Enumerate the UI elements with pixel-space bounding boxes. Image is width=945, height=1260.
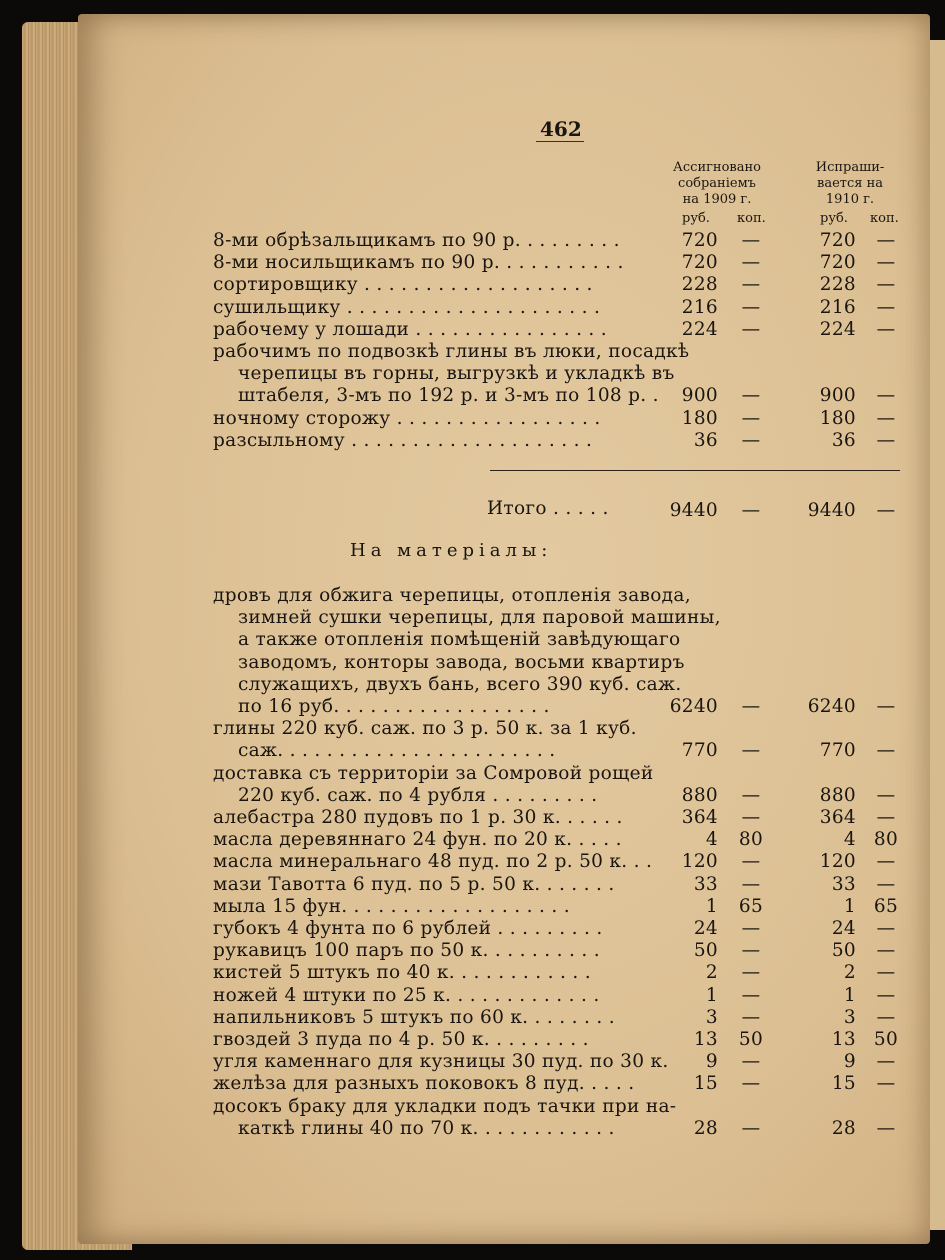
row-text-line: сушильщику . . . . . . . . . . . . . . . . . . . . . — [213, 296, 601, 318]
amount-kop-1909: — — [741, 807, 761, 828]
row-text-line: 8-ми носильщикамъ по 90 р. . . . . . . . . . . — [213, 252, 624, 274]
amount-kop-1909: — — [741, 940, 761, 962]
total-kop-1910: — — [876, 500, 896, 521]
amount-kop-1910: — — [876, 918, 896, 939]
amount-kop-1910: — — [876, 1073, 896, 1095]
amount-rub-1910: 720 — [819, 230, 856, 251]
amount-kop-1910: — — [876, 429, 896, 451]
amount-rub-1909: 36 — [693, 429, 718, 451]
amount-rub-1909: 120 — [681, 851, 718, 873]
amount-rub-1909: 364 — [681, 807, 718, 828]
row-text-line: угля каменнаго для кузницы 30 пуд. по 30 к. — [213, 1051, 669, 1073]
row-text-line: заводомъ, конторы завода, восьми квартиръ — [238, 651, 685, 673]
amount-kop-1910: — — [876, 851, 896, 873]
amount-kop-1909: — — [741, 407, 761, 429]
amount-rub-1910: 9 — [843, 1051, 856, 1073]
assigned-header-line-3: на 1909 г. — [682, 192, 752, 207]
amount-kop-1910: — — [876, 940, 896, 962]
amount-kop-1909: — — [741, 429, 761, 451]
row-text-line: мази Тавотта 6 пуд. по 5 р. 50 к. . . . . . . — [213, 873, 615, 895]
amount-kop-1910: — — [876, 962, 896, 984]
row-text-line: по 16 руб. . . . . . . . . . . . . . . . . . — [238, 696, 550, 717]
amount-kop-1909: — — [741, 385, 761, 407]
amount-rub-1909: 4 — [705, 829, 718, 851]
amount-rub-1910: 770 — [819, 740, 856, 762]
requested-header-line-1: Испраши- — [815, 160, 885, 175]
amount-kop-1910: — — [876, 1006, 896, 1028]
row-text-line: 8-ми обрѣзальщикамъ по 90 р. . . . . . . . . — [213, 230, 620, 251]
amount-rub-1909: 1 — [705, 984, 718, 1006]
row-text-line: масла минеральнаго 48 пуд. по 2 р. 50 к. . . — [213, 851, 653, 873]
amount-rub-1910: 24 — [831, 918, 856, 939]
amount-kop-1909: — — [741, 274, 761, 296]
amount-kop-1909: — — [741, 1073, 761, 1095]
amount-kop-1909: — — [741, 252, 761, 274]
row-text-line: каткѣ глины 40 по 70 к. . . . . . . . . . . . — [238, 1117, 615, 1139]
amount-rub-1910: 33 — [831, 873, 856, 895]
amount-rub-1910: 120 — [819, 851, 856, 873]
amount-rub-1909: 28 — [693, 1117, 718, 1139]
amount-rub-1909: 228 — [681, 274, 718, 296]
row-text-line: саж. . . . . . . . . . . . . . . . . . . . . . . — [238, 740, 556, 762]
section-title: На матеріалы: — [350, 540, 553, 561]
amount-kop-1909: — — [741, 1051, 761, 1073]
row-text-line: гвоздей 3 пуда по 4 р. 50 к. . . . . . . . . — [213, 1029, 589, 1050]
amount-kop-1910: — — [876, 873, 896, 895]
amount-rub-1910: 880 — [819, 784, 856, 806]
requested-column-header — [800, 160, 900, 208]
row-text-line: зимней сушки черепицы, для паровой машины, — [238, 607, 721, 629]
total-rub-1909: 9440 — [669, 500, 718, 521]
amount-kop-1909: — — [741, 962, 761, 984]
row-text-line: ночному сторожу . . . . . . . . . . . . . . . . . — [213, 407, 601, 429]
amount-kop-1909: 80 — [738, 829, 764, 851]
amount-kop-1909: — — [741, 984, 761, 1006]
amount-rub-1909: 720 — [681, 252, 718, 274]
amount-kop-1910: 65 — [873, 895, 899, 917]
amount-kop-1910: — — [876, 230, 896, 251]
amount-rub-1909: 224 — [681, 318, 718, 340]
rub-unit-1: руб. — [682, 211, 710, 226]
amount-rub-1910: 224 — [819, 318, 856, 340]
row-text-line: желѣза для разныхъ поковокъ 8 пуд. . . . . — [213, 1073, 635, 1095]
amount-rub-1910: 28 — [831, 1117, 856, 1139]
amount-rub-1910: 4 — [843, 829, 856, 851]
rub-unit-2: руб. — [820, 211, 848, 226]
amount-kop-1910: — — [876, 784, 896, 806]
row-text-line: черепицы въ горны, выгрузкѣ и укладкѣ въ — [238, 363, 675, 385]
amount-rub-1909: 9 — [705, 1051, 718, 1073]
amount-rub-1909: 180 — [681, 407, 718, 429]
amount-rub-1910: 364 — [819, 807, 856, 828]
amount-kop-1909: — — [741, 873, 761, 895]
amount-kop-1909: — — [741, 1006, 761, 1028]
amount-rub-1909: 13 — [693, 1029, 718, 1050]
row-text-line: дровъ для обжига черепицы, отопленія завода, — [213, 585, 691, 606]
amount-rub-1910: 3 — [843, 1006, 856, 1028]
amount-kop-1910: — — [876, 696, 896, 717]
page-number-underline — [536, 141, 584, 142]
amount-kop-1910: — — [876, 407, 896, 429]
amount-rub-1910: 1 — [843, 984, 856, 1006]
row-text-line: досокъ браку для укладки подъ тачки при на- — [213, 1095, 677, 1117]
amount-rub-1909: 3 — [705, 1006, 718, 1028]
amount-kop-1909: — — [741, 318, 761, 340]
amount-kop-1910: — — [876, 740, 896, 762]
amount-rub-1909: 1 — [705, 895, 718, 917]
total-rub-1910: 9440 — [807, 500, 856, 521]
row-text-line: рабочему у лошади . . . . . . . . . . . . . . . . — [213, 318, 607, 340]
row-text-line: сортировщику . . . . . . . . . . . . . . . . . . . — [213, 274, 593, 296]
amount-rub-1910: 50 — [831, 940, 856, 962]
amount-kop-1909: — — [741, 740, 761, 762]
amount-rub-1910: 6240 — [807, 696, 856, 717]
amount-rub-1910: 15 — [831, 1073, 856, 1095]
amount-kop-1909: — — [741, 784, 761, 806]
amount-rub-1909: 880 — [681, 784, 718, 806]
amount-kop-1909: — — [741, 696, 761, 717]
amount-rub-1910: 228 — [819, 274, 856, 296]
assigned-header-line-2: собраніемъ — [678, 176, 756, 191]
total-kop-1909: — — [741, 500, 761, 521]
amount-kop-1910: — — [876, 1117, 896, 1139]
amount-rub-1909: 900 — [681, 385, 718, 407]
row-text-line: 220 куб. саж. по 4 рубля . . . . . . . . . — [238, 784, 598, 806]
row-text-line: доставка съ территоріи за Сомровой рощей — [213, 762, 654, 784]
assigned-column-header — [662, 160, 772, 208]
row-text-line: алебастра 280 пудовъ по 1 р. 30 к. . . . . . — [213, 807, 623, 828]
kop-unit-2: коп. — [870, 211, 899, 226]
kop-unit-1: коп. — [737, 211, 766, 226]
amount-rub-1909: 24 — [693, 918, 718, 939]
amount-kop-1910: — — [876, 1051, 896, 1073]
requested-header-line-3: 1910 г. — [825, 192, 875, 207]
amount-kop-1909: 65 — [738, 895, 764, 917]
row-text-line: рабочимъ по подвозкѣ глины въ люки, посадкѣ — [213, 341, 690, 362]
amount-rub-1910: 2 — [843, 962, 856, 984]
row-text-line: глины 220 куб. саж. по 3 р. 50 к. за 1 куб. — [213, 718, 637, 740]
row-text-line: штабеля, 3-мъ по 192 р. и 3-мъ по 108 р. . — [238, 385, 659, 407]
amount-rub-1910: 36 — [831, 429, 856, 451]
row-text-line: кистей 5 штукъ по 40 к. . . . . . . . . . . . — [213, 962, 591, 984]
amount-kop-1910: — — [876, 984, 896, 1006]
row-text-line: а также отопленія помѣщеній завѣдующаго — [238, 629, 681, 651]
page-number: 462 — [540, 117, 582, 141]
amount-rub-1909: 216 — [681, 296, 718, 318]
amount-rub-1910: 180 — [819, 407, 856, 429]
row-text-line: ножей 4 штуки по 25 к. . . . . . . . . . . . . — [213, 984, 600, 1006]
amount-rub-1909: 2 — [705, 962, 718, 984]
row-text-line: масла деревяннаго 24 фун. по 20 к. . . . . — [213, 829, 622, 851]
amount-rub-1909: 50 — [693, 940, 718, 962]
amount-kop-1910: — — [876, 252, 896, 274]
row-text-line: мыла 15 фун. . . . . . . . . . . . . . . . . . . — [213, 895, 570, 917]
amount-kop-1909: — — [741, 230, 761, 251]
row-text-line: губокъ 4 фунта по 6 рублей . . . . . . . . . — [213, 918, 603, 939]
total-rule — [490, 470, 900, 471]
amount-kop-1910: — — [876, 807, 896, 828]
amount-kop-1910: — — [876, 385, 896, 407]
amount-rub-1910: 1 — [843, 895, 856, 917]
amount-kop-1909: — — [741, 1117, 761, 1139]
amount-kop-1910: — — [876, 296, 896, 318]
amount-rub-1910: 13 — [831, 1029, 856, 1050]
amount-kop-1910: 80 — [873, 829, 899, 851]
amount-rub-1910: 216 — [819, 296, 856, 318]
amount-kop-1910: — — [876, 274, 896, 296]
amount-kop-1909: — — [741, 918, 761, 939]
amount-kop-1909: 50 — [738, 1029, 764, 1050]
amount-kop-1910: — — [876, 318, 896, 340]
amount-kop-1909: — — [741, 851, 761, 873]
row-text-line: разсыльному . . . . . . . . . . . . . . . . . . . . — [213, 429, 593, 451]
assigned-header-line-1: Ассигновано — [673, 160, 761, 175]
row-text-line: напильниковъ 5 штукъ по 60 к. . . . . . . . — [213, 1006, 615, 1028]
requested-header-line-2: вается на — [817, 176, 883, 191]
amount-rub-1909: 33 — [693, 873, 718, 895]
amount-rub-1910: 900 — [819, 385, 856, 407]
amount-rub-1910: 720 — [819, 252, 856, 274]
amount-rub-1909: 15 — [693, 1073, 718, 1095]
amount-rub-1909: 770 — [681, 740, 718, 762]
amount-kop-1909: — — [741, 296, 761, 318]
amount-rub-1909: 720 — [681, 230, 718, 251]
total-label: Итого . . . . . — [487, 498, 609, 519]
amount-kop-1910: 50 — [873, 1029, 899, 1050]
row-text-line: рукавицъ 100 паръ по 50 к. . . . . . . . . . — [213, 940, 600, 962]
row-text-line: служащихъ, двухъ бань, всего 390 куб. саж. — [238, 673, 682, 695]
amount-rub-1909: 6240 — [669, 696, 718, 717]
